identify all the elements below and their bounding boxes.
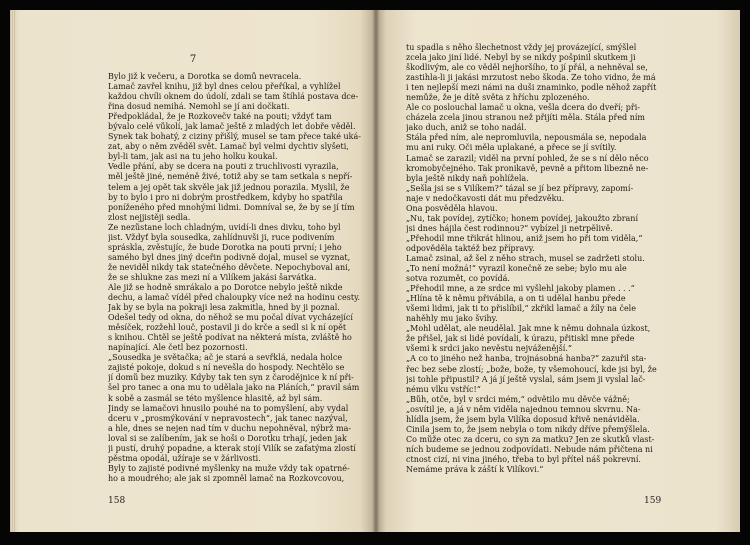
left-page-number: 158 [108, 496, 126, 506]
text-line: „Mohl udělat, ale neudělal. Jak mne k němu dohnala úzkost, [406, 324, 651, 334]
right-page-text [406, 43, 674, 475]
text-line: Lamač zavřel knihu, již byl dnes celou přeříkal, a vyhlížel [108, 82, 341, 92]
text-line: Ale co poslouchal lamač u okna, vešla dcera do dveří; při- [406, 103, 640, 113]
text-line: Co může otec za dceru, co syn za matku? Jen ze skutků vlast- [406, 434, 655, 444]
text-line: „A co to jiného než hanba, trojnásobná hanba?“ zazuřil sta- [406, 354, 647, 364]
text-line: že neviděl nikdy tak statečného děvčete. Nepochyboval ani, [108, 262, 351, 272]
text-line: Nemáme práva k záští k Vilíkovi.“ [406, 464, 544, 474]
text-line: Lamač se zarazil; viděl na první pohled, že se s ní dělo něco [406, 153, 649, 163]
text-line: s knihou. Chtěl se ještě podívat na některá místa, zvláště ho [108, 333, 352, 343]
text-line: že se shlukne zas mezi ní a Vilíkem jakási šarvátka. [108, 272, 317, 282]
right-page [376, 10, 740, 532]
text-line: naje v nedočkavosti dát mu předzvěku. [406, 193, 565, 203]
text-line: Bylo již k večeru, a Dorotka se domů nevracela. [108, 72, 302, 81]
text-line: samého byl dnes jiný dceřin podivně dojal, musel se vyznat, [108, 252, 351, 262]
text-line: jí domů bez muziky. Kdyby tak ten syn z čarodějnice k ní při- [108, 373, 354, 383]
text-line: nému vlku vstříc!“ [406, 384, 481, 394]
text-line: poníženého před mnohými lidmi. Domníval se, že by se jí tím [108, 202, 355, 212]
text-line: dechu, a lamač vídél před chaloupky více než na hodinu cesty. [108, 293, 361, 303]
text-line: „Nu, tak povídej, zytíčko; honem povídej, jakoužto zbraní [406, 213, 639, 223]
left-page-text [108, 72, 366, 484]
text-line: Byly to zajisté podivné myšlenky na muže vždy tak opatrné- [108, 463, 350, 473]
text-line: řec bez sebe zlostí; „bože, bože, ty všemohoucí, kde jsi byl, že [406, 364, 657, 374]
text-line: každou chvíli oknem do údolí, zdali se tam štíhlá postava dce- [108, 92, 359, 102]
text-line: jsi dnes hájila čest rodinnou?“ vybízel ji netrpělivě. [406, 223, 613, 233]
text-line: sotva rozumět, co povídá. [406, 274, 510, 284]
text-line: všemi k srdci jako nevěstu nejváženější.“ [406, 344, 572, 354]
text-line: bývalo celé vůkolí, jak lamač ještě z mladých let dobře věděl. [108, 122, 356, 132]
text-line: jako duch, aniž se toho nadál. [406, 123, 527, 133]
right-page-number: 159 [644, 496, 662, 506]
text-line: Synek tak bohatý, z ciziny přišlý, musel se tam přece také uká- [108, 132, 361, 142]
text-line: zat, aby o něm zvěděl svět. Lamač byl velmi dychtiv slyšeti, [108, 142, 349, 152]
text-line: dceru v „prosmýkování v nepravostech“, jak tanec nazýval, [108, 413, 348, 423]
text-line: Odešel tedy od okna, do něhož se mu počal dívat vycházející [108, 313, 353, 323]
text-line: všemi lidmi, jak ti to přislíbil,“ zkřikl lamač a žíly na čele [406, 304, 636, 314]
text-line: i ten nejlepší mezi námi na duši znaminko, podle něhož zapřít [406, 83, 657, 93]
text-line: byl-li tam, jak asi na tu jeho holku koukal. [108, 152, 278, 162]
text-line: Činila jsem to, že jsem nebyla o tom nikdy dříve přemýšlela. [406, 424, 650, 434]
text-line: nahěhly mu jako švihy. [406, 314, 498, 324]
text-line: kromobyčejného. Tak pronikavě, pevně a přitom libezně ne- [406, 163, 649, 173]
text-line: že přišel, jak si lidé povídali, k úrazu, přitiskl mne přede [406, 334, 635, 344]
text-line: měl ještě jiné, neméně živé, totiž aby se tam setkala s nepří- [108, 172, 353, 182]
text-line: ních budeme se jednou zodpovídati. Nebude nám přičtena ni [406, 444, 653, 454]
text-line: Lamač zsinal, až šel z něho strach, musel se zadržeti stolu. [406, 253, 645, 263]
text-line: napínající. Ale četl bez pozornosti. [108, 343, 248, 353]
text-line: „osvítil je, a já v něm viděla najednou temnou skvrnu. Na- [406, 404, 641, 414]
text-line: Ona posvěděla hlavou. [406, 203, 498, 213]
text-line: „Přehodil mne třikrát hlinou, aniž jsem ho při tom viděla,“ [406, 233, 643, 243]
book-spread [10, 10, 740, 532]
text-line: Vedle přání, aby se dcera na pouti z truchlivosti vyrazila, [108, 162, 339, 172]
text-line: „Přehodil mne, a ze srdce mi vyšlehl jakoby plamen . . .“ [406, 284, 635, 294]
text-line: spráskla, zvěstujíc, že bude Dorotka na pouti první; i jeho [108, 242, 342, 252]
text-line: telem a jej opět tak skvěle jak již jednou porazila. Myslil, že [108, 182, 350, 192]
text-line: řina dosud nemihá. Nemohl se jí ani dočkati. [108, 102, 290, 112]
text-line: mu ani ruky. Oči měla uplakané, a přece se jí svítily. [406, 143, 617, 153]
text-line: ji pustí, druhý popadne, a kterak stojí Vilík se zafatýma zlostí [108, 443, 356, 453]
text-line: Stála před ním, ale nepromluvila, nepousmála se, nepodala [406, 133, 647, 143]
text-line: k sobě a zasmál se této myšlence hlasitě, až byl sám. [108, 393, 323, 403]
text-line: měsíček, rozžehl louč, postavil ji do krče a sedl si k ní opět [108, 323, 347, 333]
text-line: a hle, dnes se nejen nad tím v duchu nepohněval, nýbrž ma- [108, 423, 352, 433]
text-line: tu spadla s něho šlechetnost vždy jej provázející, smýšlel [406, 43, 637, 52]
text-line: Předpokládal, že je Rozkovečv také na pouti; vždyť tam [108, 112, 332, 122]
text-line: zastihla-li ji jakási mrzutost nebo škoda. Že toho vidno, že má [406, 73, 656, 83]
text-line: odpověděla taktéž bez přípravy. [406, 243, 535, 253]
book-spine [372, 10, 380, 532]
text-line: „Sešla jsi se s Vilíkem?“ tázal se jí bez přípravy, zapomí- [406, 183, 634, 193]
text-line: Jindy se lamačovi hnusilo pouhé na to pomyšlení, aby vydal [108, 403, 349, 413]
text-line: Že nezůstane loch chladným, uvidí-li dnes divku, toho byl [108, 222, 341, 232]
text-line: pěstma opodál, užíraje se v žárlivosti. [108, 453, 261, 463]
text-line: Jak by se byla na pokraji lesa zakmitla, hned by ji poznal. [108, 303, 340, 313]
text-line: cházela zcela jinou stranou než přijíti měla. Stála před ním [406, 113, 646, 123]
text-line: zajisté pokoje, dokud s ní nevešla do hospody. Nechtělo se [108, 363, 345, 373]
text-line: loval si se zalíbením, jak se hoši o Dorotku trhají, jeden jak [108, 433, 347, 443]
text-line: šel pro tanec a ona mu to udělala jako na Pláních,“ pravil sám [108, 383, 360, 393]
page-edges [10, 10, 16, 532]
text-line: ctnost cizí, ni vina jiného, třeba to byl přítel náš pokrevní. [406, 454, 641, 464]
text-line: jist. Vždyť byla sousedka, zahlídnuvši ji, ruce podivením [108, 232, 335, 242]
text-line: ho a moudrého; ale jak si zpomněl lamač na Rozkovcovou, [108, 473, 345, 483]
left-page [10, 10, 376, 532]
text-line: nemůže, že je dítě světa z hříchu zplozeného. [406, 93, 590, 103]
text-line: škodlivým, ale co věděl nejhoršího, to jí přál, a nehněval se, [406, 63, 648, 73]
text-line: zcela jako jiní lidé. Nebyl by se nikdy pošpinil skutkem ji [406, 53, 636, 63]
text-line: „To není možná!“ vyrazil konečně ze sebe; bylo mu ale [406, 264, 627, 274]
text-line: jsi tohle připustil? A já jí ještě vyslal, sám jsem ji vyslal lač- [406, 374, 646, 384]
text-line: hlídla jsem, že jsem byla Vilíka doposud křivě nenáviděla. [406, 414, 640, 424]
text-line: „Hlína tě k němu přivábila, a on ti udělal hanbu přede [406, 294, 626, 304]
text-line: Ale již se hodně smrákalo a po Dorotce nebylo ještě nikde [108, 282, 343, 292]
text-line: zlost nejjistěji sedla. [108, 212, 191, 222]
text-line: by to bylo i pro ni dobrým prostředkem, kdyby ho spatřila [108, 192, 343, 202]
text-line: byla ještě nikdy naň pohlížela. [406, 173, 529, 183]
chapter-number: 7 [189, 54, 197, 65]
text-line: „Bůh, otče, byl v srdci mém,“ odvětilo mu děvče vážně; [406, 394, 630, 404]
text-line: „Sousedka je světačka; ač je stará a sevřklá, nedala holce [108, 353, 343, 363]
